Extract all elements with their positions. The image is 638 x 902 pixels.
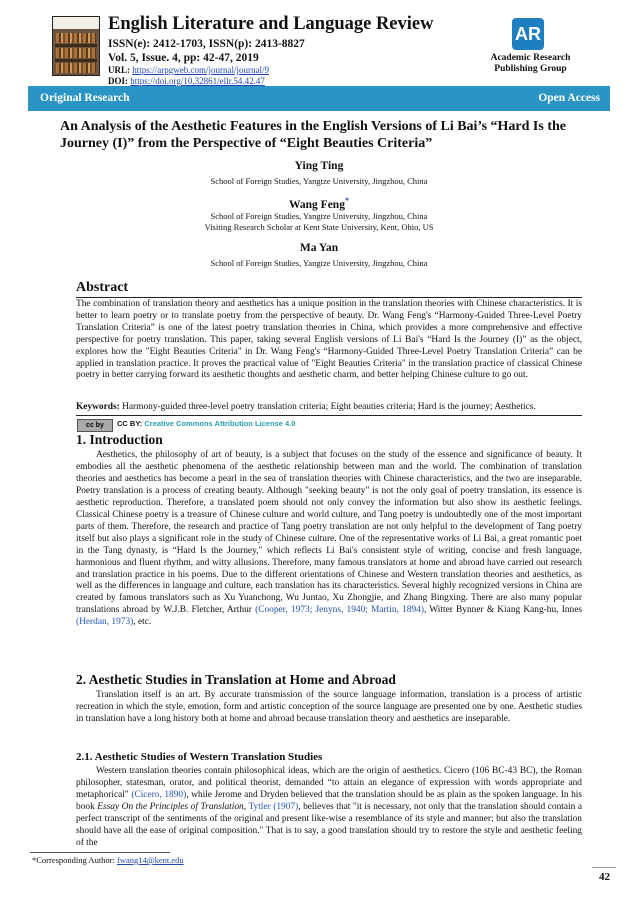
abstract-text: The combination of translation theory and aesthetics has a unique position in the translation theories with Chinese characteristics. It is better to learn poetry or to translate poetry from the perspective of beauty. Dr. Wang Feng's “Harmony-Guided Three-Level Poetry Translation Criteria” is one of the latest poetry translation theories in China, which provides a more comprehensive and effective perspective for poetry translation. This paper, taking several English versions of Li Bai's “Hard Is the Journey (I)” as the object, explores how the "Eight Beauties Criteria" in Dr. Wang Feng's “Harmony-Guided Three-Level Poetry Translation Criteria” can be applied in translation practice. It proves the practical value of "Eight Beauties Criteria" in the translation practice of classical Chinese poetry in better carrying forward its aesthetic thoughts and aesthetic charm, and better helping Chinese culture to go out.: [76, 299, 582, 381]
paragraph-text: Western translation theories contain philosophical ideas, which are the origin of aesthetics. Cicero (106 BC-43 BC), the Roman philosopher, statesman, orator, and political theorist, demanded “to attain an elegance of expression with words appropriate and metaphorical": [76, 766, 582, 800]
citation-link[interactable]: (Herdan, 1973): [76, 617, 134, 628]
url-row: [108, 65, 269, 75]
keywords-line: [76, 402, 582, 414]
author-name-corresponding: [0, 196, 638, 211]
journal-url-link[interactable]: https://arpgweb.com/journal/journal/9: [132, 65, 269, 75]
author-affiliation: School of Foreign Studies, Yangtze University, Jingzhou, China: [210, 211, 428, 221]
author-name: Ying Ting: [294, 160, 344, 172]
author-email-link[interactable]: fwang14@kent.edu: [117, 855, 184, 865]
journal-cover-image: [52, 16, 100, 76]
author-affiliation: School of Foreign Studies, Yangtze University, Jingzhou, China: [210, 258, 428, 268]
corresponding-mark: *: [344, 196, 349, 205]
citation-link[interactable]: (Cooper, 1973; Jenyns, 1940; Martin, 1894): [255, 605, 424, 616]
doi-link[interactable]: https://doi.org/10.32861/ellr.54.42.47: [130, 76, 265, 86]
citation-link[interactable]: (Cicero, 1890): [131, 789, 187, 800]
section-paragraph: [76, 690, 582, 726]
book-title: Essay On the Principles of Translation: [97, 801, 244, 812]
footnote-label: *Corresponding Author:: [32, 855, 115, 865]
paragraph-text: , believes that "it is necessary, not only that the translation should contain a perfect transcript of the sentiments of the original and present like-wise a resemblance of its style and manner; but also the translation should have all the ease of original composition." That is to say, a good translation should try to restore the style and aesthetic feeling of the: [76, 801, 583, 848]
license-name-link[interactable]: Creative Commons Attribution License 4.0: [144, 419, 296, 428]
paper-title: An Analysis of the Aesthetic Features in the English Versions of Li Bai’s “Hard Is the Journey (I)” from the Perspective of “Eight Beauties Criteria”: [60, 119, 566, 151]
abstract-heading: Abstract: [76, 280, 129, 295]
license-label: CC BY:: [117, 419, 143, 428]
keywords-text: Harmony-guided three-level poetry translation criteria; Eight beauties criteria; Hard is the journey; Aesthetics.: [122, 402, 536, 412]
keywords-label: Keywords:: [76, 402, 120, 412]
article-type-label: Original Research: [40, 92, 130, 104]
paragraph-text: Aesthetics, the philosophy of art of beauty, is a subject that focuses on the study of the essence and significance of beauty. It embodies all the aesthetic phenomena of the aesthetic relationship between man and the world. The combination of translation theories and aesthetics has become a pearl in the sea of translation theories with Chinese characteristics, and the two are inseparable. Poetry translation is a process of creating beauty. Although "seeking beauty" is not the only goal of poetry translation, its essence is aesthetic reproduction. Therefore, a translated poem should not only convey the information but also show its aesthetic feelings. Classical Chinese poetry is a treasure of Chinese culture and world culture, and Tang poetry is undoubtedly one of the most important parts of them. Therefore, the research and practice of Tang poetry translation are not only helpful to the development of Tang poetry itself but also plays a significant role in the study of Chinese culture. One of the representative works of Li Bai, a great romantic poet in the Tang dynasty, is “Hard Is the Journey," which reflects Li Bai's consistent style of writing, concise and fresh language, harmonious and fluent rhythm, and witty allusions. Therefore, many famous translators at home and abroad have carried out research and translation practice in his poems. Due to the different orientations of Chinese and Western translation theories and aesthetics, as well as the differences in language and culture, each translation has its characteristics. Several highly recognized versions in China are created by famous translators such as Xu Yuanchong, Wu Juntao, Xu Zhongjie, and Zhang Bingxing. There are also many popular translations abroad by W.J.B. Fletcher, Arthur: [76, 450, 582, 616]
section-heading: 1. Introduction: [76, 432, 163, 447]
author-affiliation: School of Foreign Studies, Yangtze University, Jingzhou, China: [210, 176, 428, 186]
paragraph-text: Translation itself is an art. By accurate transmission of the source language information, translation is a process of artistic recreation in which the style, emotion, form and artistic conception of the source language are presented one by one. Aesthetic studies in translation have a long history both at home and abroad because translation theory and aesthetics are inseparable.: [76, 690, 582, 724]
publisher-logo-icon: AR: [512, 18, 544, 50]
url-label: URL:: [108, 65, 130, 75]
volume-line: Vol. 5, Issue. 4, pp: 42-47, 2019: [108, 52, 259, 64]
cc-license-icon: cc by: [77, 419, 113, 432]
section-heading: 2. Aesthetic Studies in Translation at Home and Abroad: [76, 672, 396, 687]
author-name: Wang Feng: [289, 198, 345, 211]
corresponding-author-footnote: [32, 855, 184, 865]
section-paragraph: [76, 766, 582, 850]
issn-line: ISSN(e): 2412-1703, ISSN(p): 2413-8827: [108, 38, 305, 50]
paragraph-text: , Witter Bynner & Kiang Kang-hu, Innes: [423, 605, 583, 616]
page-number-rule: [592, 867, 616, 868]
doi-row: [108, 76, 265, 86]
open-access-label: Open Access: [538, 92, 600, 104]
doi-label: DOI:: [108, 76, 128, 86]
paragraph-text: , while Jerome and Dryden believed that the translation should be as plain as the spoken language. In his book: [76, 789, 583, 812]
author-name: Ma Yan: [299, 242, 339, 254]
publisher-name: Academic Research Publishing Group: [490, 53, 571, 74]
footnote-divider: [30, 852, 170, 853]
journal-title: English Literature and Language Review: [108, 14, 434, 34]
page-number: 42: [599, 871, 610, 883]
author-affiliation: Visiting Research Scholar at Kent State University, Kent, Ohio, US: [204, 222, 434, 232]
divider: [76, 297, 582, 298]
divider: [76, 415, 582, 416]
subsection-heading: 2.1. Aesthetic Studies of Western Translation Studies: [76, 751, 323, 763]
citation-link[interactable]: Tytler (1907): [248, 801, 299, 812]
paragraph-text: ,: [243, 801, 247, 812]
paragraph-text: , etc.: [133, 617, 152, 628]
intro-paragraph: [76, 450, 582, 629]
license-line: [117, 419, 295, 428]
article-type-banner: [28, 86, 610, 111]
